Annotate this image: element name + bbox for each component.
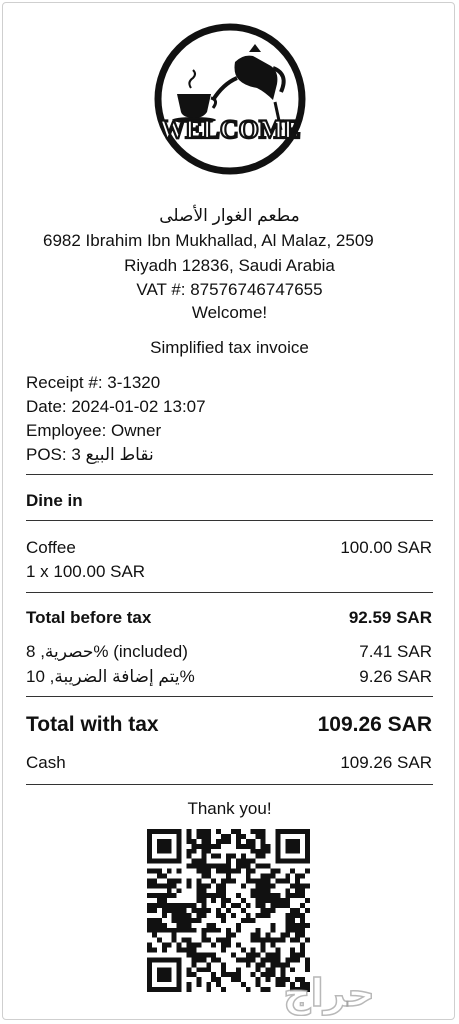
total-with-tax-value: 109.26 SAR [317,713,432,736]
store-vat-number: VAT #: 87576746747655 [136,280,323,299]
welcome-text: Welcome! [191,303,268,322]
thank-you: Thank you! [187,799,272,818]
item-name: Coffee [26,538,76,557]
item-amount: 100.00 SAR [340,538,432,557]
order-type: Dine in [26,491,83,510]
divider [26,520,433,521]
qr-code-icon [147,829,310,992]
pos: POS: 3 نقاط البيع [26,445,154,464]
tax2-label: يتم إضافة الضريبة, 10% [26,667,195,686]
store-address-line1: 6982 Ibrahim Ibn Mukhallad, Al Malaz, 2509 [43,231,374,250]
receipt-number: Receipt #: 3-1320 [26,373,161,392]
divider [26,696,433,697]
total-with-tax-label: Total with tax [26,713,159,736]
cash-value: 109.26 SAR [340,753,432,772]
invoice-type: Simplified tax invoice [150,338,309,357]
tax1-label: حصرية, 8% (included) [26,642,188,661]
employee: Employee: Owner [26,421,162,440]
divider [26,474,433,475]
total-before-tax-label: Total before tax [26,608,152,627]
haraj-watermark [214,970,444,1016]
item-detail: 1 x 100.00 SAR [26,562,146,581]
welcome-teapot-logo [153,22,307,176]
watermark-text: حراج [283,971,375,1015]
store-name-arabic: مطعم الغوار الأصلى [159,206,300,225]
cash-label: Cash [26,753,66,772]
total-before-tax-value: 92.59 SAR [348,608,432,627]
tax2-value: 9.26 SAR [359,667,432,686]
store-address-line2: Riyadh 12836, Saudi Arabia [124,256,335,275]
tax1-value: 7.41 SAR [359,642,432,661]
receipt-date: Date: 2024-01-02 13:07 [26,397,206,416]
divider [26,592,433,593]
divider [26,784,433,785]
logo-text: WELCOME [159,115,301,144]
